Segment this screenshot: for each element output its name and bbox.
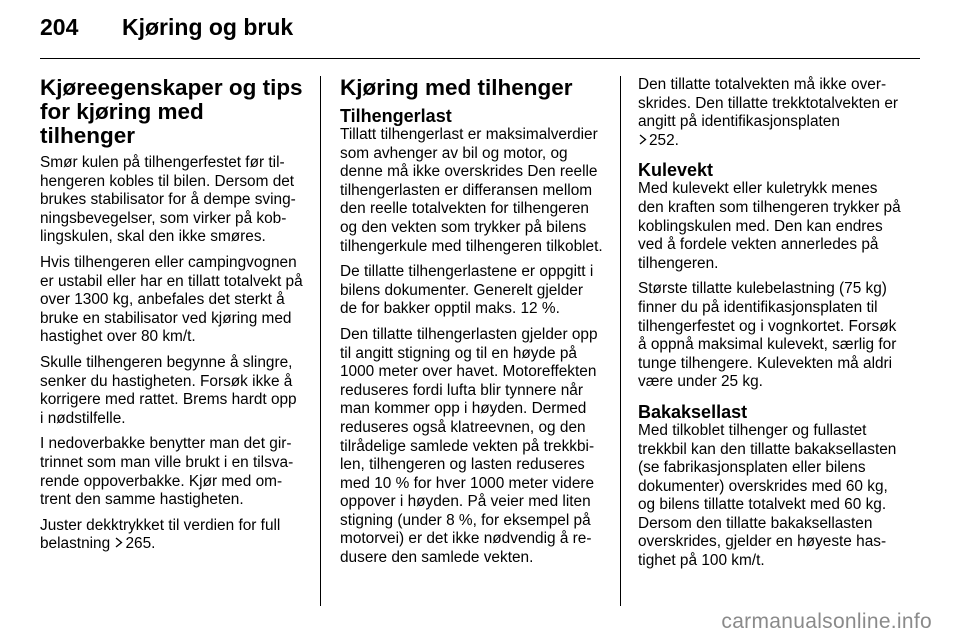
page-reference[interactable]: 252. [649, 131, 679, 149]
paragraph-text: Den tillatte totalvekten må ikke overskrides. Den tillatte trekktotalvekten er angitt på identifikasjonsplaten [638, 76, 899, 131]
page-reference[interactable]: 265. [125, 535, 156, 553]
watermark: carmanualsonline.info [721, 610, 932, 633]
paragraph: Største tillatte kulebelastning (75 kg) finner du på identifikasjonsplaten til tilhengerfestet og i vognkortet. Forsøk å oppnå maksimal kulevekt, særlig for tunge tilhengere. Kulevekten må aldri være under 25 kg. [638, 280, 897, 391]
paragraph: Med kulevekt eller kuletrykk menes den kraften som tilhengeren trykker på koblingskulen med. Den kan endres ved å fordele vekten annerledes på tilhengeren. [638, 180, 901, 272]
paragraph [40, 517, 304, 554]
paragraph [638, 76, 906, 150]
paragraph: Den tillatte tilhengerlasten gjelder opp til angitt stigning og til en høyde på 1000 meter over havet. Motoreffekten reduseres fordi lufta blir tynnere når man kommer opp i høyden. Dermed reduseres også klatreevnen, og den tilrådelige samlede vekten på trekkbilen, tilhengeren og lasten reduseres med 10 % for hver 1000 meter videre oppover i høyden. På veier med liten stigning (under 8 %, for eksempel på motorvei) er det ikke nødvendig å redusere den samlede vekten. [340, 325, 598, 567]
paragraph: Smør kulen på tilhengerfestet før tilhengeren kobles til bilen. Dersom det brukes stabilisator for å dempe svingningsbevegelser, som virker på koblingskulen, skal den ikke smøres. [40, 154, 296, 246]
subsection-heading: Tilhengerlast [340, 106, 452, 126]
column-2 [340, 76, 604, 575]
page-reference-icon[interactable] [639, 132, 647, 151]
paragraph: Med tilkoblet tilhenger og fullastet trekkbil kan den tillatte bakaksellasten (se fabrikasjonsplaten eller bilens dokumenter) overskrides med 60 kg, og bilens tillatte totalvekt med 60 kg. Dersom den tillatte bakaksellasten overskrides, gjelder en høyeste hastighet på 100 km/t. [638, 421, 897, 570]
page-header [40, 14, 293, 48]
bakaksellast-section [638, 402, 906, 571]
paragraph-text: Juster dekktrykket til verdien for full belastning [40, 516, 281, 553]
subsection-heading: Bakaksellast [638, 401, 748, 422]
column-divider [620, 76, 621, 606]
paragraph: De tillatte tilhengerlastene er oppgitt i bilens dokumenter. Generelt gjelder de for bakker opptil maks. 12 %. [340, 263, 594, 318]
kulevekt-section [638, 160, 906, 392]
paragraph: Hvis tilhengeren eller campingvognen er ustabil eller har en tillatt totalvekt på over 1300 kg, anbefales det sterkt å bruke en stabilisator ved kjøring med hastighet over 80 km/t. [40, 253, 303, 346]
paragraph: Tillatt tilhengerlast er maksimalverdier som avhenger av bil og motor, og denne må ikke overskrides Den reelle tilhengerlasten er differansen mellom den reelle totalvekten for tilhengeren og den vekten som trykker på bilens tilhengerkule med tilhengeren tilkoblet. [340, 126, 603, 255]
paragraph: Skulle tilhengeren begynne å slingre, senker du hastigheten. Forsøk ikke å korrigere med rattet. Brems hardt opp i nødstilfelle. [40, 353, 297, 427]
subsection-heading: Kulevekt [638, 160, 714, 181]
column-divider [320, 76, 321, 606]
column-1 [40, 76, 304, 561]
section-heading: Kjøring med tilhenger [340, 75, 573, 100]
chapter-title: Kjøring og bruk [122, 14, 294, 40]
paragraph: I nedoverbakke benytter man det girtrinnet som man ville brukt i en tilsvarende oppoverbakke. Kjør med omtrent den samme hastigheten. [40, 435, 294, 509]
section-heading: Kjøreegenskaper og tips for kjøring med tilhenger [40, 75, 303, 148]
header-rule [40, 58, 920, 59]
column-3 [638, 76, 906, 578]
page-number: 204 [40, 14, 79, 40]
page-reference-icon[interactable] [115, 535, 123, 554]
